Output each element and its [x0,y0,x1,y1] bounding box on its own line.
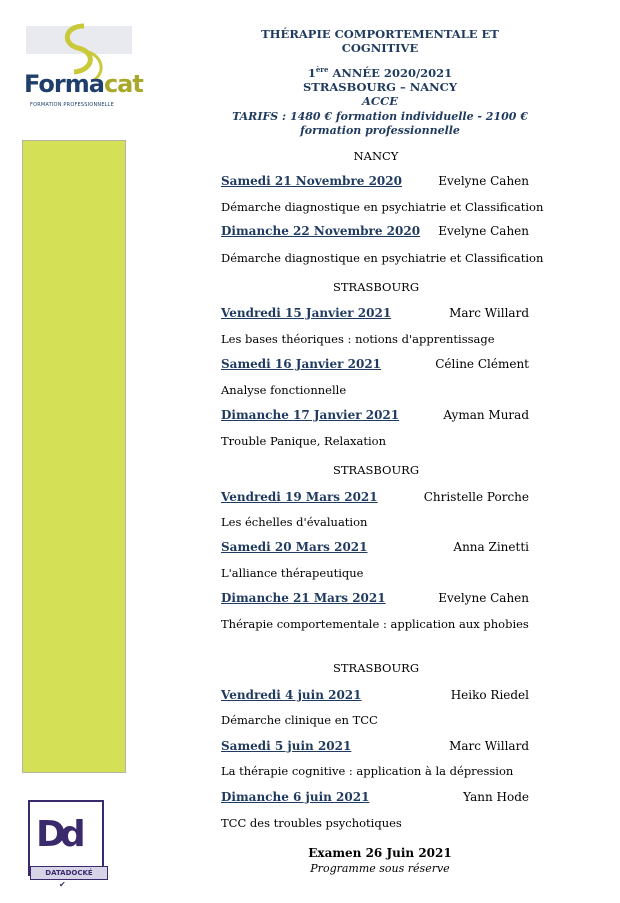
session-topic: Démarche diagnostique en psychiatrie et Classification [221,251,544,265]
session-trainer: Marc Willard [449,306,529,320]
session-topic: Les bases théoriques : notions d'apprentissage [221,332,495,346]
section-city-strasbourg: STRASBOURG [332,463,420,477]
session-trainer: Yann Hode [463,790,529,804]
session-date: Samedi 21 Novembre 2020 [221,174,402,188]
exam-date: Examen 26 Juin 2021 [308,846,452,860]
session-date: Samedi 20 Mars 2021 [221,540,368,554]
session-topic: Démarche diagnostique en psychiatrie et Classification [221,200,544,214]
session-trainer: Christelle Porche [423,490,529,504]
session-trainer: Evelyne Cahen [438,591,529,605]
decorative-green-bar [22,140,126,773]
session-topic: Démarche clinique en TCC [221,713,378,727]
session-topic: Thérapie comportementale : application aux phobies [221,617,529,631]
session-trainer: Anna Zinetti [453,540,529,554]
session-date: Samedi 16 Janvier 2021 [221,357,382,371]
section-city-strasbourg: STRASBOURG [332,661,420,675]
session-topic: Analyse fonctionnelle [221,383,347,397]
session-trainer: Ayman Murad [443,408,529,422]
formacat-logo [22,22,143,110]
session-date: Dimanche 6 juin 2021 [221,790,370,804]
session-trainer: Marc Willard [449,739,529,753]
session-date: Vendredi 19 Mars 2021 [221,490,378,504]
session-date: Dimanche 21 Mars 2021 [221,591,386,605]
session-topic: TCC des troubles psychotiques [221,816,402,830]
session-topic: Les échelles d'évaluation [221,515,368,529]
check-icon: ✔ [59,880,66,889]
session-trainer: Heiko Riedel [450,688,529,702]
program-year: 1ère ANNÉE 2020/2021 [307,65,453,80]
session-trainer: Céline Clément [435,357,529,371]
session-topic: L'alliance thérapeutique [221,566,364,580]
session-date: Dimanche 22 Novembre 2020 [221,224,421,238]
logo-wordmark: Formacat [24,70,143,98]
session-date: Vendredi 4 juin 2021 [221,688,362,702]
datadock-badge [22,800,122,889]
program-tarifs: TARIFS : 1480 € formation individuelle - 2100 € formation professionnelle [232,110,528,137]
program-cities: STRASBOURG – NANCY [302,80,458,94]
session-date: Vendredi 15 Janvier 2021 [221,306,392,320]
session-date: Samedi 5 juin 2021 [221,739,352,753]
session-trainer: Evelyne Cahen [438,224,529,238]
section-city-strasbourg: STRASBOURG [332,280,420,294]
logo-subtitle: FORMATION PROFESSIONNELLE [30,102,115,108]
program-title: THÉRAPIE COMPORTEMENTALE ET COGNITIVE [261,27,499,55]
datadock-ribbon: DATADOCKÉ [30,866,108,880]
program-acce: ACCE [362,94,398,108]
program-note: Programme sous réserve [310,862,450,875]
section-city-nancy: NANCY [353,149,399,163]
datadock-letters: Dd [36,814,80,855]
session-topic: La thérapie cognitive : application à la dépression [221,764,514,778]
session-date: Dimanche 17 Janvier 2021 [221,408,400,422]
session-trainer: Evelyne Cahen [438,174,529,188]
session-topic: Trouble Panique, Relaxation [221,434,387,448]
